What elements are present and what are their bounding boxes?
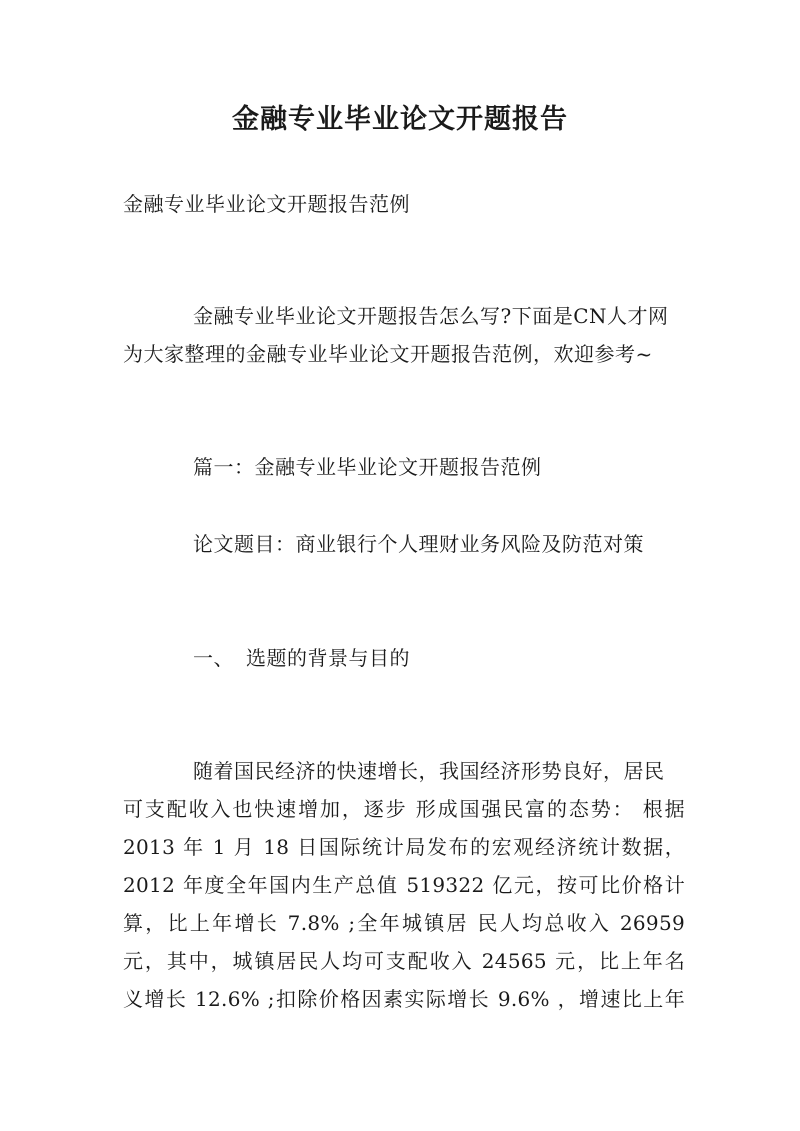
document-title: 金融专业毕业论文开题报告 <box>232 104 568 135</box>
part-heading-number: 一、 <box>193 646 234 670</box>
body-line-5: 算，比上年增长 7.8% ;全年城镇居 民人均总收入 26959 <box>123 911 685 935</box>
body-line-1: 随着国民经济的快速增长，我国经济形势良好，居民 <box>193 759 665 783</box>
intro-line-1: 金融专业毕业论文开题报告怎么写?下面是CN人才网 <box>193 304 669 328</box>
body-line-4: 2012 年度全年国内生产总值 519322 亿元，按可比价格计 <box>123 873 685 897</box>
body-line-2: 可支配收入也快速增加，逐步 形成国强民富的态势： 根据 <box>123 797 685 821</box>
body-line-3: 2013 年 1 月 18 日国际统计局发布的宏观经济统计数据， <box>123 835 685 859</box>
intro-line-2: 为大家整理的金融专业毕业论文开题报告范例，欢迎参考~ <box>123 342 653 366</box>
body-line-6: 元，其中，城镇居民人均可支配收入 24565 元，比上年名 <box>123 949 685 973</box>
section-heading: 篇一：金融专业毕业论文开题报告范例 <box>193 455 542 479</box>
body-line-7: 义增长 12.6% ;扣除价格因素实际增长 9.6% ，增速比上年 <box>123 987 685 1011</box>
part-heading-text: 选题的背景与目的 <box>246 646 410 670</box>
thesis-title: 论文题目：商业银行个人理财业务风险及防范对策 <box>193 532 644 556</box>
document-subtitle: 金融专业毕业论文开题报告范例 <box>123 192 410 216</box>
